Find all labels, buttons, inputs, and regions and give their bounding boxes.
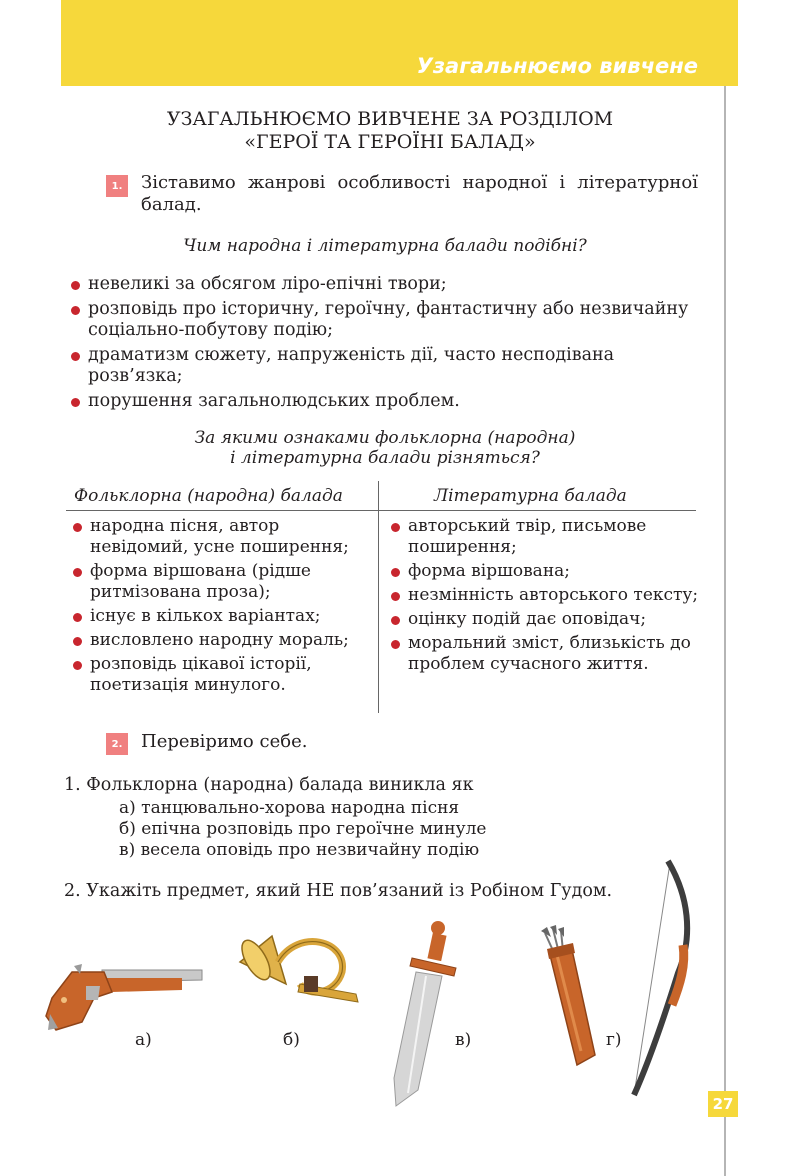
list-item: авторський твір, письмове поширення; — [390, 516, 700, 558]
page-title-line2: «ГЕРОЇ ТА ГЕРОЇНІ БАЛАД» — [244, 131, 536, 153]
page-title — [100, 108, 680, 154]
table-header-literary: Літературна балада — [434, 486, 627, 506]
list-item: моральний зміст, близькість до проблем сучасного життя. — [390, 633, 700, 675]
page-title-line1: УЗАГАЛЬНЮЄМО ВИВЧЕНЕ ЗА РОЗДІЛОМ — [166, 108, 614, 130]
list-item: драматизм сюжету, напруженість дії, часто несподівана розв’язка; — [70, 345, 710, 387]
margin-rule — [724, 86, 726, 1176]
literary-ballad-column — [390, 516, 700, 678]
list-item: розповідь цікавої історії, поетизація минулого. — [72, 654, 368, 696]
list-item: порушення загальнолюдських проблем. — [70, 391, 710, 412]
section-banner — [61, 0, 738, 86]
similarity-question: Чим народна і літературна балади подібні? — [183, 236, 587, 256]
quiz-option: в) весела оповідь про незвичайну подію — [119, 840, 480, 860]
option-label: б) — [283, 1030, 300, 1050]
option-label: г) — [606, 1030, 622, 1050]
table-header-folk: Фольклорна (народна) балада — [74, 486, 343, 506]
task-1-text: Зіставимо жанрові особливості народної і літературної балад. — [141, 172, 698, 215]
similarity-list — [70, 274, 710, 416]
list-item: форма віршована; — [390, 561, 700, 582]
list-item: розповідь про історичну, героїчну, фантастичну або незвичайну соціально-побутову подію; — [70, 299, 710, 341]
list-item: незмінність авторського тексту; — [390, 585, 700, 606]
folk-ballad-column — [72, 516, 368, 699]
list-item: оцінку подій дає оповідач; — [390, 609, 700, 630]
difference-question-line2: і літературна балади різняться? — [230, 448, 540, 468]
option-label: в) — [455, 1030, 472, 1050]
horn-icon — [238, 932, 363, 1007]
table-divider — [66, 510, 696, 511]
quiver-icon — [537, 925, 607, 1070]
difference-question-line1: За якими ознаками фольклорна (народна) — [194, 428, 576, 448]
quiz-question-1: 1. Фольклорна (народна) балада виникла як — [64, 775, 474, 795]
difference-question — [70, 428, 700, 468]
list-item: народна пісня, автор невідомий, усне поширення; — [72, 516, 368, 558]
table-column-divider — [378, 481, 379, 713]
list-item: невеликі за обсягом ліро-епічні твори; — [70, 274, 710, 295]
quiz-option: а) танцювально-хорова народна пісня — [119, 798, 460, 818]
quiz-option: б) епічна розповідь про героїчне минуле — [119, 819, 487, 839]
list-item: існує в кількох варіантах; — [72, 606, 368, 627]
bow-icon — [628, 855, 693, 1105]
list-item: висловлено народну мораль; — [72, 630, 368, 651]
list-item: форма віршована (рідше ритмізована проза); — [72, 561, 368, 603]
banner-title: Узагальнюємо вивчене — [416, 54, 698, 78]
page-number: 27 — [708, 1091, 738, 1117]
task-number-badge: 2. — [106, 733, 128, 755]
pistol-icon — [42, 958, 207, 1038]
task-number-badge: 1. — [106, 175, 128, 197]
task-2-text: Перевіримо себе. — [141, 731, 308, 752]
quiz-question-2: 2. Укажіть предмет, який НЕ пов’язаний із Робіном Гудом. — [64, 881, 613, 901]
sword-icon — [390, 918, 460, 1113]
option-label: а) — [135, 1030, 152, 1050]
